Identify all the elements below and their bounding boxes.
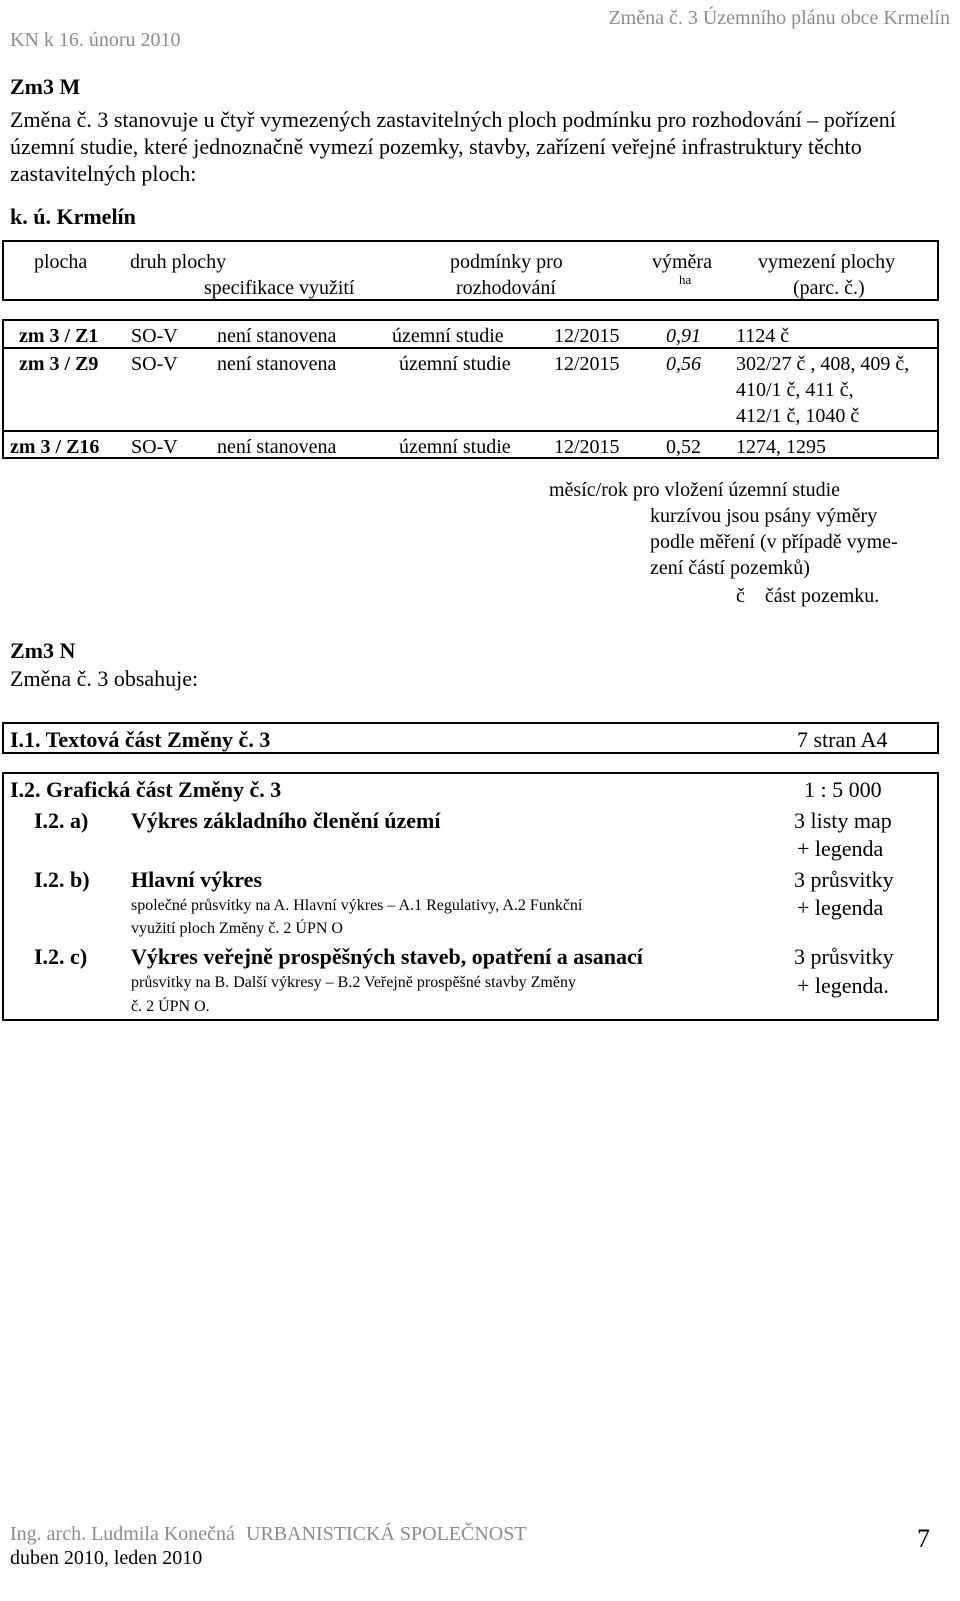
- row3-podminky: územní studie: [399, 436, 511, 458]
- item-c-sub-1: průsvitky na B. Další výkresy – B.2 Veřejně prospěšné stavby Změny: [131, 974, 576, 991]
- row3-plocha: zm 3 / Z16: [10, 436, 100, 458]
- row2-vymera: 0,56: [666, 353, 701, 375]
- row2-parc-3: 412/1 č, 1040 č: [736, 405, 860, 427]
- header-plocha: plocha: [34, 251, 88, 273]
- item-b-code: I.2. b): [34, 867, 90, 892]
- item-c-code: I.2. c): [34, 944, 88, 969]
- footer-dates: duben 2010, leden 2010: [10, 1547, 203, 1569]
- table-left-border: [2, 319, 4, 459]
- row2-plocha: zm 3 / Z9: [19, 353, 99, 375]
- header-podminky-1: podmínky pro: [450, 251, 563, 273]
- footer-company: URBANISTICKÁ SPOLEČNOST: [246, 1523, 527, 1545]
- item-b-sub-2: využití ploch Změny č. 2 ÚPN O: [131, 920, 343, 937]
- section-n-heading: Zm3 N: [10, 638, 76, 663]
- row-divider: [2, 319, 939, 321]
- item-b-title: Hlavní výkres: [131, 867, 263, 892]
- header-right: Změna č. 3 Územního plánu obce Krmelín: [608, 7, 950, 29]
- header-ha: ha: [679, 272, 692, 287]
- row3-druh: SO-V: [131, 436, 178, 458]
- row1-parc: 1124 č: [736, 325, 790, 347]
- row2-specifikace: není stanovena: [217, 353, 337, 375]
- row3-parc: 1274, 1295: [736, 436, 826, 458]
- item-a-count-2: + legenda: [797, 836, 884, 861]
- item-a-code: I.2. a): [34, 808, 89, 833]
- row2-druh: SO-V: [131, 353, 178, 375]
- header-podminky-2: rozhodování: [456, 277, 556, 299]
- graphic-part-scale: 1 : 5 000: [804, 777, 882, 802]
- section-m-heading: Zm3 M: [10, 74, 81, 99]
- row3-termin: 12/2015: [554, 436, 620, 458]
- item-c-count-1: 3 průsvitky: [794, 944, 894, 969]
- row2-parc-2: 410/1 č, 411 č,: [736, 379, 854, 401]
- note-1: měsíc/rok pro vložení územní studie: [549, 479, 841, 501]
- section-m-paragraph: Změna č. 3 stanovuje u čtyř vymezených zastavitelných ploch podmínku pro rozhodování – pořízení územní studie, které jednoznačně vymezí pozemky, stavby, zařízení veřejné infrastruktury těchto zastavitelných ploch:: [10, 107, 896, 186]
- footer-author: Ing. arch. Ludmila Konečná: [10, 1523, 235, 1545]
- item-c-count-2: + legenda.: [797, 973, 889, 998]
- note-3: podle měření (v případě vyme-: [650, 531, 898, 553]
- header-vymezeni-2: (parc. č.): [793, 277, 865, 299]
- header-specifikace: specifikace využití: [204, 277, 355, 299]
- item-c-title: Výkres veřejně prospěšných staveb, opatření a asanací: [131, 944, 643, 969]
- note-2: kurzívou jsou psány výměry: [650, 505, 878, 527]
- header-left: KN k 16. únoru 2010: [10, 29, 181, 51]
- row3-specifikace: není stanovena: [217, 436, 337, 458]
- text-part-value: 7 stran A4: [797, 727, 888, 752]
- note-5: č část pozemku.: [736, 585, 880, 607]
- row3-vymera: 0,52: [666, 436, 701, 458]
- page-number: 7: [917, 1524, 930, 1553]
- row2-parc-1: 302/27 č , 408, 409 č,: [736, 353, 910, 375]
- table-bottom-border: [2, 457, 939, 459]
- row1-druh: SO-V: [131, 325, 178, 347]
- header-vymera: výměra: [652, 251, 712, 273]
- item-a-count-1: 3 listy map: [794, 808, 892, 833]
- row1-vymera: 0,91: [666, 325, 701, 347]
- text-part-label: I.1. Textová část Změny č. 3: [10, 727, 271, 752]
- row-divider: [2, 430, 939, 432]
- item-a-title: Výkres základního členění území: [131, 808, 441, 833]
- row2-podminky: územní studie: [399, 353, 511, 375]
- header-vymezeni-1: vymezení plochy: [758, 251, 896, 273]
- row1-specifikace: není stanovena: [217, 325, 337, 347]
- item-c-sub-2: č. 2 ÚPN O.: [131, 998, 210, 1015]
- item-b-count-1: 3 průsvitky: [794, 867, 894, 892]
- graphic-part-label: I.2. Grafická část Změny č. 3: [10, 777, 282, 802]
- item-b-count-2: + legenda: [797, 895, 884, 920]
- item-b-sub-1: společné průsvitky na A. Hlavní výkres – A.1 Regulativy, A.2 Funkční: [131, 897, 583, 914]
- row2-termin: 12/2015: [554, 353, 620, 375]
- row1-termin: 12/2015: [554, 325, 620, 347]
- row1-plocha: zm 3 / Z1: [19, 325, 99, 347]
- section-n-intro: Změna č. 3 obsahuje:: [10, 666, 199, 691]
- header-druh: druh plochy: [130, 251, 227, 273]
- row1-podminky: územní studie: [392, 325, 504, 347]
- row-divider: [2, 347, 939, 349]
- note-4: zení částí pozemků): [650, 557, 810, 579]
- cadastre-label: k. ú. Krmelín: [10, 204, 136, 229]
- table-right-border: [937, 319, 939, 459]
